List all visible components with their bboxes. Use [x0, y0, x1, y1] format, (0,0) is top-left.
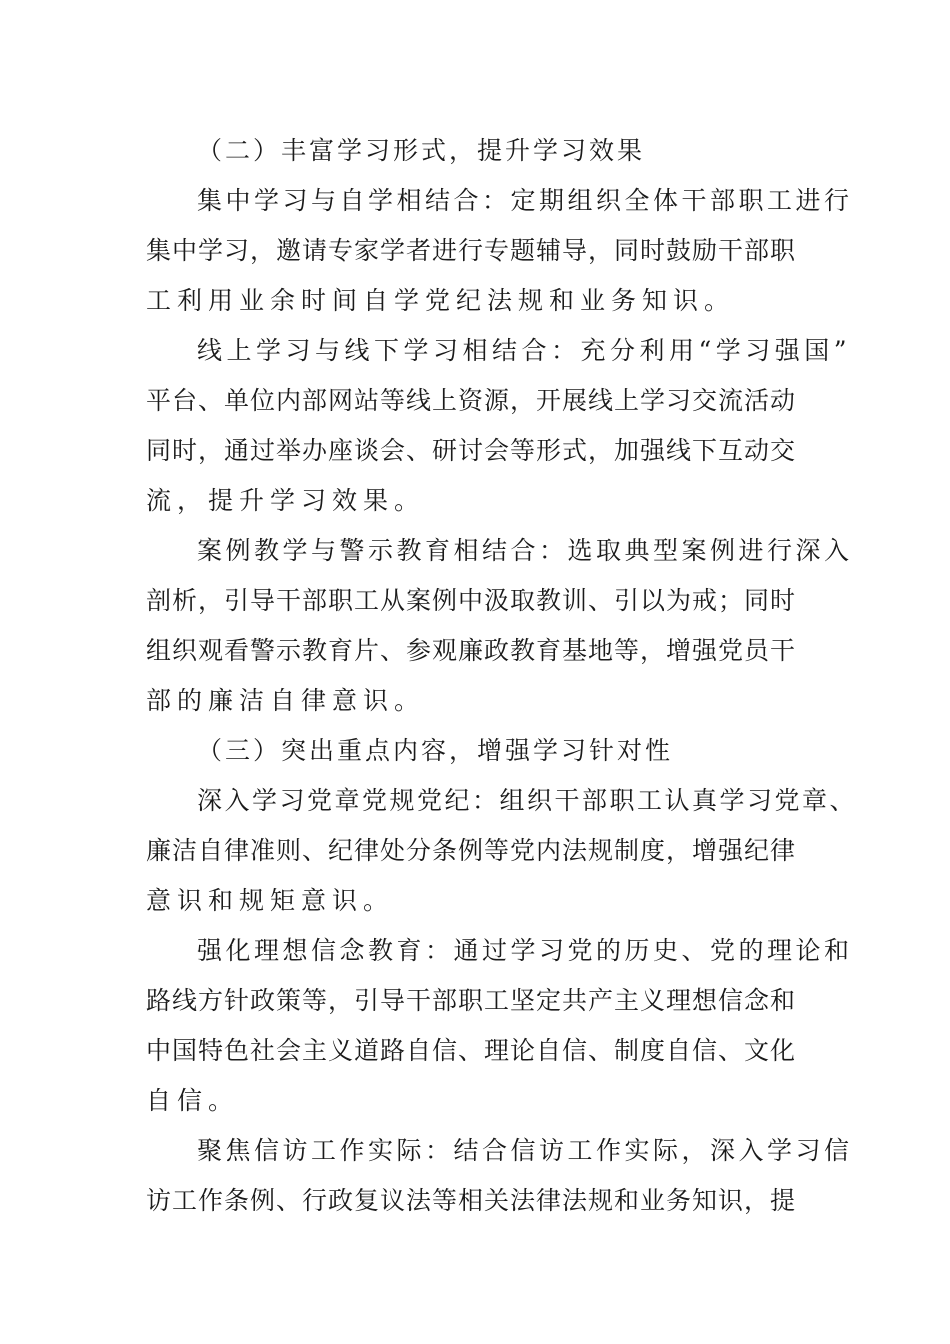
paragraph-line: 同时，通过举办座谈会、研讨会等形式，加强线下互动交 — [146, 436, 797, 465]
paragraph-line: 部的廉洁自律意识。 — [146, 686, 426, 715]
section-heading-3: （三）突出重点内容，增强学习针对性 — [197, 736, 674, 765]
paragraph-line: 集中学习与自学相结合：定期组织全体干部职工进行 — [197, 186, 853, 215]
paragraph-line: 集中学习，邀请专家学者进行专题辅导，同时鼓励干部职 — [146, 236, 797, 265]
paragraph-line: 意识和规矩意识。 — [146, 886, 395, 915]
paragraph-line: 流，提升学习效果。 — [146, 486, 426, 515]
paragraph-line: 平台、单位内部网站等线上资源，开展线上学习交流活动 — [146, 386, 797, 415]
paragraph-line: 廉洁自律准则、纪律处分条例等党内法规制度，增强纪律 — [146, 836, 797, 865]
paragraph-line: 组织观看警示教育片、参观廉政教育基地等，增强党员干 — [146, 636, 797, 665]
section-heading-2: （二）丰富学习形式，提升学习效果 — [197, 136, 646, 165]
paragraph-line: 路线方针政策等，引导干部职工坚定共产主义理想信念和 — [146, 986, 797, 1015]
paragraph-line: 自信。 — [146, 1086, 240, 1115]
paragraph-line: 聚焦信访工作实际：结合信访工作实际，深入学习信 — [197, 1136, 853, 1165]
paragraph-line: 中国特色社会主义道路自信、理论自信、制度自信、文化 — [146, 1036, 797, 1065]
paragraph-line: 案例教学与警示教育相结合：选取典型案例进行深入 — [197, 536, 853, 565]
paragraph-line: 访工作条例、行政复议法等相关法律法规和业务知识，提 — [146, 1186, 797, 1215]
paragraph-line: 工利用业余时间自学党纪法规和业务知识。 — [146, 286, 736, 315]
paragraph-line: 深入学习党章党规党纪：组织干部职工认真学习党章、 — [197, 786, 857, 815]
paragraph-line: 线上学习与线下学习相结合：充分利用“学习强国” — [197, 336, 852, 365]
paragraph-line: 强化理想信念教育：通过学习党的历史、党的理论和 — [197, 936, 853, 965]
paragraph-line: 剖析，引导干部职工从案例中汲取教训、引以为戒；同时 — [146, 586, 797, 615]
